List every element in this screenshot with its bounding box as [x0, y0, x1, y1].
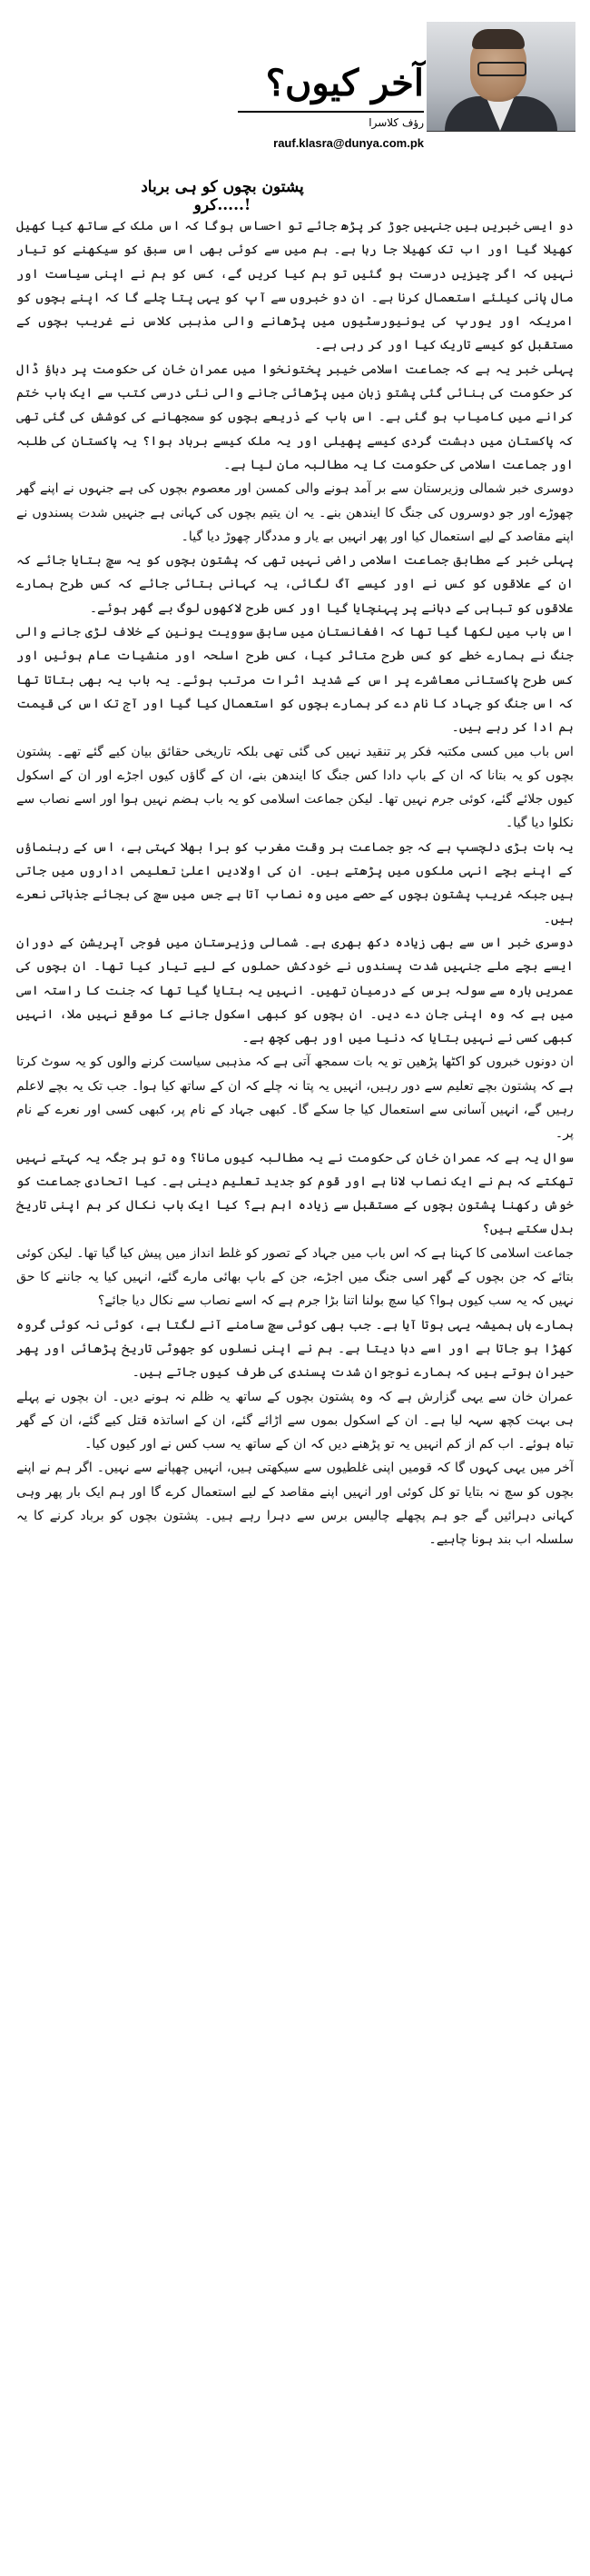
article-body	[16, 214, 574, 2569]
article-paragraph: اس باب میں لکھا گیا تھا کہ افغانستان میں سابق سوویت یونین کے خلاف لڑی جانے والی جنگ نے ہمارے خطے کو کس طرح متاثر کیا، کس طرح اسلحہ اور منشیات عام ہوئیں اور کس طرح پاکستانی معاشرے پر اس کے شدید اثرات مرتب ہوئے۔ یہ باب یہ بھی بتاتا تھا کہ اس جنگ کو جہاد کا نام دے کر ہمارے بچوں کو استعمال کیا گیا اور آج تک اس کی قیمت ہم ادا کر رہے ہیں۔	[16, 625, 574, 736]
column-title: آخر کیوں؟	[265, 62, 424, 104]
article-paragraph: پہلی خبر کے مطابق جماعت اسلامی راضی نہیں تھی کہ پشتون بچوں کو یہ سچ بتایا جائے کہ ان کے علاقوں کو کس نے اور کیسے آگ لگائی، یہ کہانی بتائی جائے کہ کس طرح ہمارے علاقوں کو تباہی کے دہانے پر پہنچایا گیا اور کس طرح لاکھوں لوگ بے گھر ہوئے۔	[16, 553, 574, 616]
article-paragraph: اس باب میں کسی مکتبہ فکر پر تنقید نہیں کی گئی تھی بلکہ تاریخی حقائق بیان کیے گئے تھے۔ پشتون بچوں کو یہ بتانا کہ ان کے باپ دادا کس جنگ کا ایندھن بنے، ان کے گاؤں کیوں اجڑے اور ان کے اسکول کیوں جلائے گئے، کوئی جرم نہیں تھا۔ لیکن جماعت اسلامی کو یہ باب ہضم نہیں ہوا اور اسے نصاب سے نکلوا دیا گیا۔	[16, 744, 574, 831]
article-paragraph: یہ بات بڑی دلچسپ ہے کہ جو جماعت ہر وقت مغرب کو برا بھلا کہتی ہے، اس کے رہنماؤں کے اپنے بچے انہی ملکوں میں پڑھتے ہیں۔ ان کی اولادیں اعلیٰ تعلیمی اداروں میں جاتی ہیں جبکہ غریب پشتون بچوں کے حصے میں وہ نصاب آتا ہے جس میں سچ کی بجائے جذباتی نعرے ہیں۔	[16, 839, 574, 926]
article-paragraph: آخر میں یہی کہوں گا کہ قومیں اپنی غلطیوں سے سیکھتی ہیں، انہیں چھپانے سے نہیں۔ اگر ہم نے اپنے بچوں کو سچ نہ بتایا تو کل کوئی اور انہیں اپنے مقاصد کے لیے استعمال کرے گا اور ہم ایک بار پھر وہی کہانی دہرائیں گے جو ہم پچھلے چالیس برس سے دہرا رہے ہیں۔ پشتون بچوں کو برباد کرنے کا یہ سلسلہ اب بند ہونا چاہیے۔	[16, 1461, 574, 1548]
author-name: رؤف کلاسرا	[369, 116, 424, 129]
photo-glasses-shape	[477, 62, 526, 76]
article-paragraph: دوسری خبر شمالی وزیرستان سے بر آمد ہونے والی کمسن اور معصوم بچوں کی ہے جنہوں نے اپنے گھر چھوڑے اور جو دوسروں کی جنگ کا ایندھن بنے۔ یہ ان یتیم بچوں کی کہانی ہے جنہیں شدت پسندوں نے اپنے مقاصد کے لیے استعمال کیا اور پھر انہیں بے یار و مددگار چھوڑ دیا گیا۔	[16, 481, 574, 544]
article-headline: پشتون بچوں کو ہی برباد کرو.....!	[141, 178, 304, 214]
article-paragraph: دوسری خبر اس سے بھی زیادہ دکھ بھری ہے۔ شمالی وزیرستان میں فوجی آپریشن کے دوران ایسے بچے ملے جنہیں شدت پسندوں نے خودکش حملوں کے لیے تیار کیا تھا۔ ان بچوں کی عمریں بارہ سے سولہ برس کے درمیان تھیں۔ انہیں یہ بتایا گیا تھا کہ جنت کا راستہ اسی میں ہے کہ وہ اپنی جان دے دیں۔ ان بچوں کو کبھی اسکول جانے کا موقع نہیں ملا، انہیں کبھی کسی نے نہیں بتایا کہ دنیا میں اور بھی کچھ ہے۔	[16, 935, 574, 1046]
article-paragraph: دو ایسی خبریں ہیں جنہیں جوڑ کر پڑھ جائے تو احساس ہوگا کہ اس ملک کے ساتھ کیا کھیل کھیلا گیا اور اب تک کھیلا جا رہا ہے۔ ہم میں سے کوئی بھی اس سبق کو سیکھنے کو تیار نہیں کہ اگر چیزیں درست ہو گئیں تو ہم کیا کریں گے، کس کو ہم نے اپنی سیاست اور مال پانی کیلئے استعمال کرنا ہے۔ ان دو خبروں سے آپ کو یہی پتا چلے گا کہ اپنے بچوں کو امریکہ اور یورپ کی یونیورسٹیوں میں پڑھانے والی مذہبی کلاس نے غریب بچوں کے مستقبل کو کیسے تاریک کیا اور کر رہی ہے۔	[16, 219, 574, 353]
photo-hair-shape	[472, 29, 525, 49]
article-paragraph: ہمارے ہاں ہمیشہ یہی ہوتا آیا ہے۔ جب بھی کوئی سچ سامنے آنے لگتا ہے، کوئی نہ کوئی گروہ کھڑا ہو جاتا ہے اور اسے دبا دیتا ہے۔ ہم نے اپنی نسلوں کو جھوٹی تاریخ پڑھائی اور پھر حیران ہوتے ہیں کہ ہمارے نوجوان شدت پسندی کی طرف کیوں جاتے ہیں۔	[16, 1317, 574, 1381]
article-paragraph: ان دونوں خبروں کو اکٹھا پڑھیں تو یہ بات سمجھ آتی ہے کہ مذہبی سیاست کرنے والوں کو یہ سوٹ کرتا ہے کہ پشتون بچے تعلیم سے دور رہیں، انہیں یہ پتا نہ چلے کہ ان کے ساتھ کیا ہوا۔ جب تک یہ بچے لاعلم رہیں گے، انہیں آسانی سے استعمال کیا جا سکے گا۔ کبھی جہاد کے نام پر، کبھی کسی اور نعرے کے نام پر۔	[16, 1055, 574, 1142]
article-paragraph: جماعت اسلامی کا کہنا ہے کہ اس باب میں جہاد کے تصور کو غلط انداز میں پیش کیا گیا تھا۔ لیکن کوئی بتائے کہ جن بچوں کے گھر اسی جنگ میں اجڑے، جن کے باپ بھائی مارے گئے، انہیں کیا یہ جاننے کا حق نہیں کہ یہ سب کیوں ہوا؟ کیا سچ بولنا اتنا بڑا جرم ہے کہ اسے نصاب سے نکال دیا جائے؟	[16, 1245, 574, 1309]
article-paragraph: عمران خان سے یہی گزارش ہے کہ وہ پشتون بچوں کے ساتھ یہ ظلم نہ ہونے دیں۔ ان بچوں نے پہلے ہی بہت کچھ سہہ لیا ہے۔ ان کے اسکول بموں سے اڑائے گئے، ان کے اساتذہ قتل کیے گئے، ان کے گھر تباہ ہوئے۔ اب کم از کم انہیں یہ تو پڑھنے دیں کہ ان کے ساتھ یہ سب کس نے اور کیوں کیا۔	[16, 1389, 574, 1452]
author-email: rauf.klasra@dunya.com.pk	[273, 136, 424, 150]
article-paragraph: سوال یہ ہے کہ عمران خان کی حکومت نے یہ مطالبہ کیوں مانا؟ وہ تو ہر جگہ یہ کہتے نہیں تھکتے کہ ہم نے ایک نصاب لانا ہے اور قوم کو جدید تعلیم دینی ہے۔ کیا اتحادی جماعت کو خوش رکھنا پشتون بچوں کے مستقبل سے زیادہ اہم ہے؟ کیا ایک باب نکال کر ہم اپنی تاریخ بدل سکتے ہیں؟	[16, 1150, 574, 1237]
author-photo	[427, 22, 575, 132]
article-paragraph: پہلی خبر یہ ہے کہ جماعت اسلامی خیبر پختونخوا میں عمران خان کی حکومت پر دباؤ ڈال کر حکومت کی بنائی گئی پشتو زبان میں پڑھائی جانے والی نئی درسی کتب سے ایک باب ختم کرانے میں کامیاب ہو گئی ہے۔ اس باب کے ذریعے بچوں کو سمجھانے کی کوشش کی گئی تھی کہ پاکستان میں دہشت گردی کیسے پھیلی اور یہ ملک کیسے برباد ہوا؟ یہ پاکستان کی طلبہ اور جماعت اسلامی کی حکومت کا یہ مطالبہ مان لیا ہے۔	[16, 362, 574, 472]
title-divider	[238, 111, 424, 113]
